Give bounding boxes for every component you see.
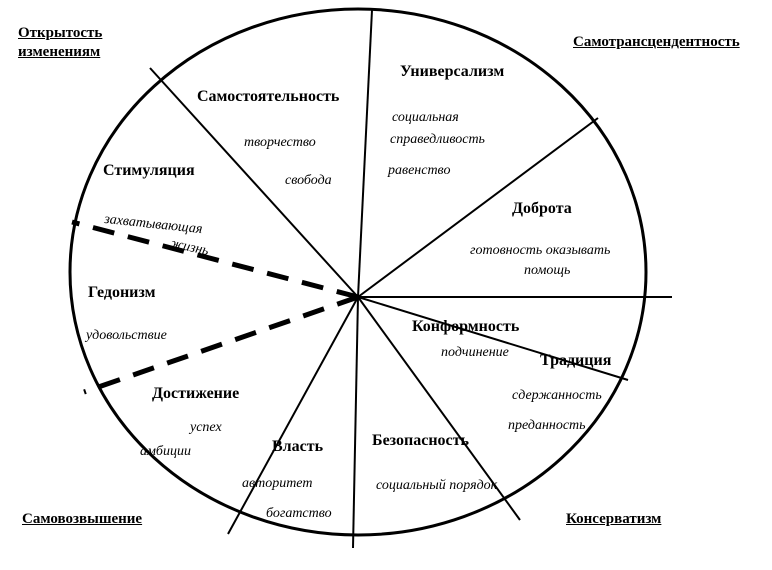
- value-item-stimulation-1: жизнь: [168, 236, 211, 259]
- value-item-stimulation-0: захватывающая: [103, 211, 204, 238]
- value-item-self-direction-1: свобода: [285, 173, 332, 188]
- value-name-power: Власть: [272, 438, 324, 455]
- quadrant-label-openness-line2: изменениям: [18, 43, 101, 60]
- value-item-power-0: авторитет: [242, 476, 313, 491]
- value-item-tradition-1: преданность: [508, 418, 586, 433]
- quadrant-label-self-enhancement: Самовозвышение: [22, 511, 143, 527]
- value-name-self-direction: Самостоятельность: [197, 88, 340, 105]
- value-item-achievement-0: успех: [190, 420, 222, 435]
- value-item-universalism-2: равенство: [388, 163, 451, 178]
- value-name-security: Безопасность: [372, 432, 469, 449]
- value-name-stimulation: Стимуляция: [103, 162, 195, 179]
- value-name-tradition: Традиция: [540, 352, 612, 369]
- quadrant-label-openness: [18, 24, 138, 62]
- value-item-benevolence-1: помощь: [524, 263, 571, 278]
- value-item-self-direction-0: творчество: [244, 135, 316, 150]
- quadrant-label-conservation: Консерватизм: [566, 511, 662, 527]
- value-item-tradition-0: сдержанность: [512, 388, 602, 403]
- value-item-universalism-0: социальная: [392, 110, 459, 125]
- value-name-universalism: Универсализм: [400, 63, 505, 80]
- value-item-achievement-1: амбиции: [140, 444, 191, 459]
- value-item-conformity-0: подчинение: [441, 345, 509, 360]
- value-name-hedonism: Гедонизм: [88, 284, 156, 301]
- value-name-conformity: Конформность: [412, 318, 520, 335]
- quadrant-label-self-transcendence: Самотрансцендентность: [573, 34, 740, 50]
- value-item-power-1: богатство: [266, 506, 332, 521]
- value-item-hedonism-0: удовольствие: [86, 328, 167, 343]
- value-name-benevolence: Доброта: [512, 200, 572, 217]
- value-item-benevolence-0: готовность оказывать: [470, 243, 611, 258]
- value-name-achievement: Достижение: [152, 385, 240, 402]
- value-item-security-0: социальный порядок: [376, 478, 498, 493]
- value-item-universalism-1: справедливость: [390, 132, 485, 147]
- quadrant-label-openness-line1: Открытость: [18, 25, 103, 41]
